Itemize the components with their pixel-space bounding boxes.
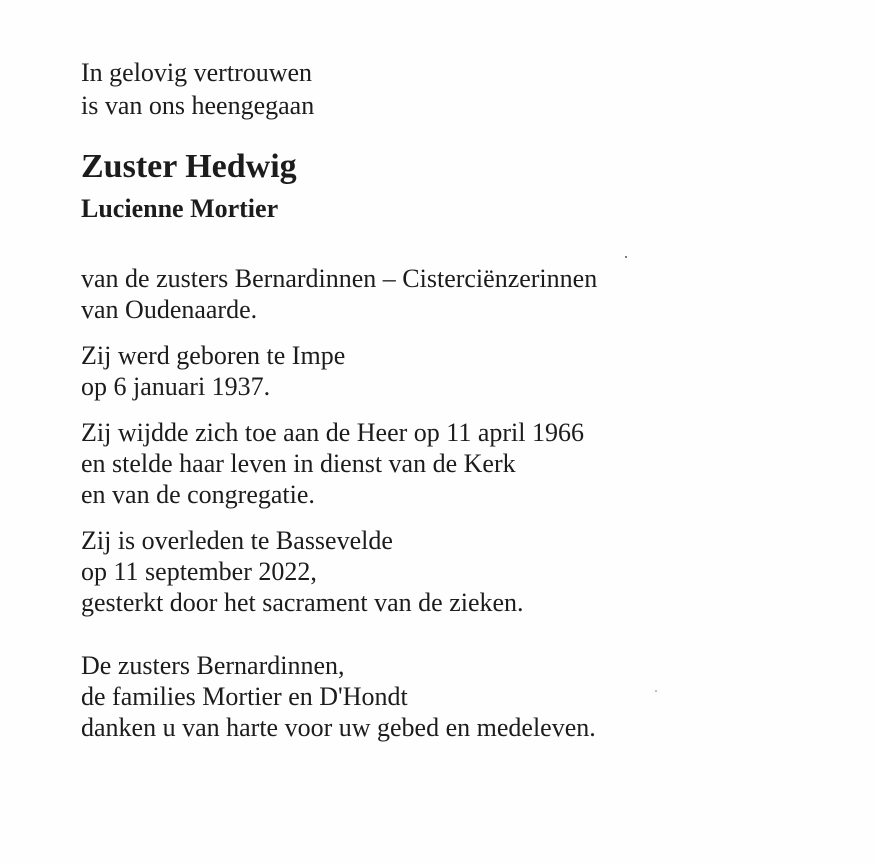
profession-paragraph <box>81 417 841 510</box>
text-line: danken u van harte voor uw gebed en medeleven. <box>81 713 596 742</box>
paper-speck <box>655 690 657 692</box>
memorial-card <box>81 56 841 743</box>
text-line: gesterkt door het sacrament van de zieken. <box>81 588 524 617</box>
paper-speck <box>625 256 627 258</box>
text-line: van de zusters Bernardinnen – Cisterciënzerinnen <box>81 264 598 293</box>
intro-line: is van ons heengegaan <box>81 91 315 120</box>
text-line: en van de congregatie. <box>81 480 315 509</box>
text-line: op 11 september 2022, <box>81 557 317 586</box>
death-paragraph <box>81 525 841 618</box>
text-line: en stelde haar leven in dienst van de Kerk <box>81 449 516 478</box>
closing-paragraph <box>81 650 841 743</box>
religious-name: Zuster Hedwig <box>81 148 297 185</box>
text-line: van Oudenaarde. <box>81 295 258 324</box>
civil-name: Lucienne Mortier <box>81 194 279 223</box>
birth-paragraph <box>81 340 841 402</box>
congregation-paragraph <box>81 263 841 325</box>
text-line: Zij werd geboren te Impe <box>81 341 346 370</box>
text-line: Zij wijdde zich toe aan de Heer op 11 april 1966 <box>81 418 584 447</box>
text-line: De zusters Bernardinnen, <box>81 651 345 680</box>
text-line: op 6 januari 1937. <box>81 372 271 401</box>
intro-line: In gelovig vertrouwen <box>81 58 313 87</box>
text-line: de families Mortier en D'Hondt <box>81 682 408 711</box>
text-line: Zij is overleden te Bassevelde <box>81 526 393 555</box>
intro-text <box>81 56 841 122</box>
